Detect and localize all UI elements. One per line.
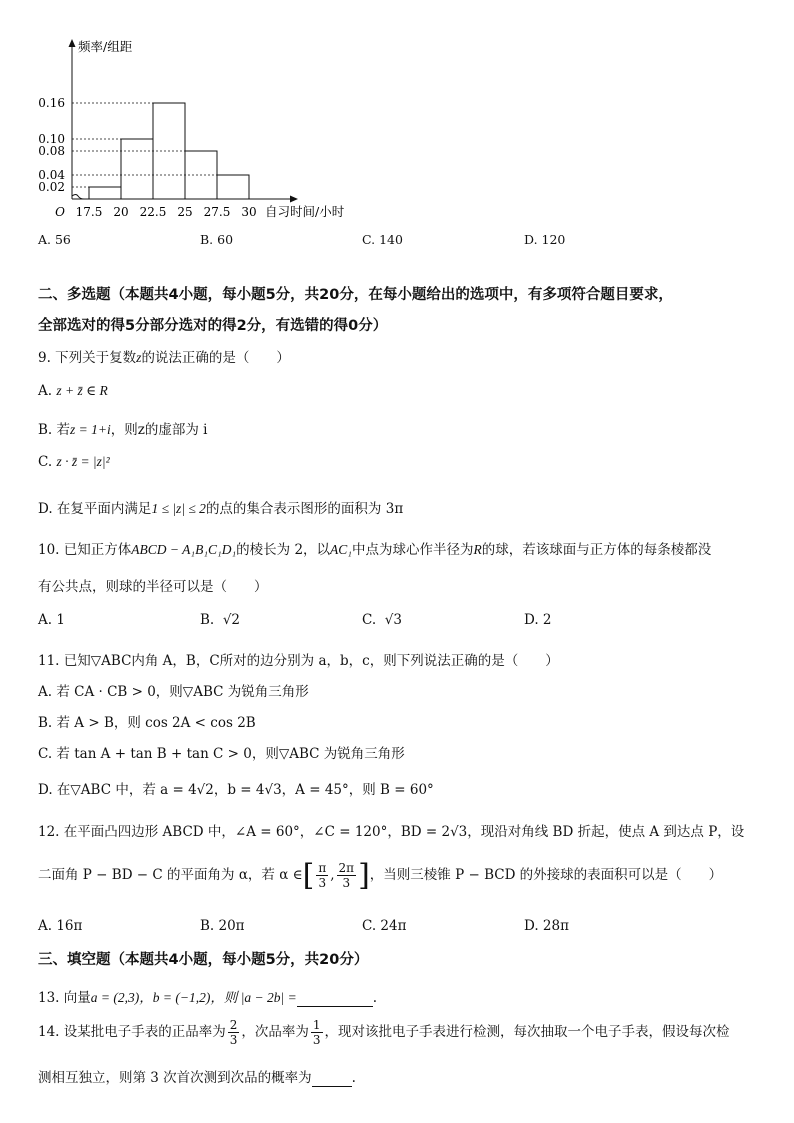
q8-option-c: C. 140 (362, 232, 403, 247)
q9-c-math: z · z̄ = |z|² (56, 454, 110, 469)
q10-option-d: D. 2 (524, 612, 552, 628)
q12-option-a: A. 16π (38, 918, 83, 934)
q14-stem-line1 (38, 1018, 730, 1047)
q11-option-a: A. 若 CA · CB > 0，则▽ABC 为锐角三角形 (38, 684, 309, 700)
q9-option-a (38, 383, 108, 399)
q13-math: a = (2,3)，b = (−1,2)，则 |a − 2b| = (90, 990, 297, 1005)
q10-option-c (362, 612, 402, 628)
q9-d-pre: D. 在复平面内满足 (38, 501, 152, 517)
q9-option-d (38, 497, 403, 517)
q8-option-a: A. 56 (38, 232, 71, 247)
section2-title-line1: 二、多选题（本题共4小题，每小题5分，共20分，在每小题给出的选项中，有多项符合题目要求， (38, 287, 673, 303)
q13-pre: 13. 向量 (38, 990, 91, 1006)
q14-line2: 测相互独立，则第 3 次首次测到次品的概率为 (38, 1070, 312, 1086)
x-tick-label: 25 (177, 205, 193, 219)
q13-stem (38, 986, 377, 1007)
q9-a-label: A. (38, 383, 53, 399)
y-tick-label: 0.16 (38, 96, 65, 110)
q12-option-d: D. 28π (524, 918, 569, 934)
origin-label: O (55, 205, 65, 219)
q9-b-math: z = 1+i (70, 422, 111, 437)
q10-option-a: A. 1 (38, 612, 65, 628)
q13-post: . (372, 990, 378, 1006)
q12-r-num: 2π (338, 861, 355, 875)
q12-interval-left (316, 861, 328, 890)
q9-stem-post: 的说法正确的是（ ） (141, 350, 290, 366)
q12-l-den: 3 (318, 876, 327, 890)
q9-option-b (38, 418, 207, 438)
histogram-bar (217, 175, 249, 199)
q14-bad-rate (311, 1018, 323, 1047)
q9-b-post: ，则z的虚部为 i (110, 422, 208, 438)
q9-d-math: 1 ≤ |z| ≤ 2 (151, 501, 206, 516)
q10-c-math: √3 (384, 612, 402, 628)
q14-bad-num: 1 (312, 1018, 321, 1032)
q12-line2-pre: 二面角 P − BD − C 的平面角为 α，若 α ∈ (38, 867, 303, 883)
q10-stem-line2: 有公共点，则球的半径可以是（ ） (38, 579, 268, 595)
q9-c-label: C. (38, 454, 53, 470)
q12-stem-line1: 12. 在平面凸四边形 ABCD 中，∠A = 60°，∠C = 120°，BD = 2√3，现沿对角线 BD 折起，使点 A 到达点 P，设 (38, 824, 745, 840)
q8-option-b: B. 60 (200, 232, 234, 247)
q9-stem-var: z (136, 350, 142, 365)
q14-post: ，现对该批电子手表进行检测，每次抽取一个电子手表，假设每次检 (324, 1024, 730, 1040)
q14-mid: ，次品率为 (241, 1024, 309, 1040)
q12-interval-right (337, 861, 357, 890)
q14-answer-blank[interactable] (312, 1070, 352, 1087)
y-tick-label: 0.04 (38, 168, 65, 182)
q9-a-math: z + z̄ ∈ R (56, 383, 108, 398)
x-tick-label: 17.5 (75, 205, 103, 219)
q14-good-num: 2 (229, 1018, 238, 1032)
x-tick-label: 30 (241, 205, 257, 219)
q10-b-label: B. (200, 612, 215, 628)
q10-c-label: C. (362, 612, 377, 628)
y-tick-label: 0.08 (38, 144, 65, 158)
x-axis-title: 自习时间/小时 (265, 204, 345, 219)
q14-pre: 14. 设某批电子手表的正品率为 (38, 1024, 226, 1040)
q9-stem (38, 346, 290, 366)
section2-title-line2: 全部选对的得5分部分选对的得2分，有选错的得0分） (38, 318, 388, 334)
x-tick-label: 20 (113, 205, 129, 219)
histogram-bar (121, 139, 153, 199)
q12-l-num: π (318, 861, 327, 875)
q9-d-post: 的点的集合表示图形的面积为 3π (205, 501, 404, 517)
q14-bad-den: 3 (312, 1033, 321, 1047)
q10-b-math: √2 (222, 612, 241, 628)
q10-post: 的球，若该球面与正方体的每条棱都没 (481, 542, 712, 558)
histogram-chart (30, 30, 390, 230)
q11-stem: 11. 已知▽ABC内角 A，B，C所对的边分别为 a，b，c，则下列说法正确的是（ ） (38, 653, 559, 669)
q14-good-rate (228, 1018, 240, 1047)
q12-stem-line2: 二面角 P − BD − C 的平面角为 α，若 α ∈[ $\frac{\pi}{3}$ , $\frac{2\pi}{3}$ ]，当则三棱锥 P − BCD 的外接球的表面积可以是（ ） (38, 858, 723, 893)
q10-pre: 10. 已知正方体 (38, 542, 132, 558)
q11-option-b: B. 若 A > B，则 cos 2A < cos 2B (38, 715, 256, 731)
q14-line2-end: . (351, 1070, 356, 1086)
q9-b-pre: B. 若 (38, 422, 71, 438)
axis-break-mark (72, 195, 84, 200)
q12-r-den: 3 (342, 876, 351, 890)
y-axis-title: 频率/组距 (78, 39, 133, 54)
q9-stem-pre: 9. 下列关于复数 (38, 350, 137, 366)
q8-option-d: D. 120 (524, 232, 566, 247)
y-tick-label: 0.02 (38, 180, 65, 194)
q10-cube: ABCD − A₁B₁C₁D₁ (131, 542, 237, 557)
q13-answer-blank[interactable] (297, 990, 373, 1007)
histogram-bar (89, 187, 121, 199)
q12-option-c: C. 24π (362, 918, 407, 934)
q10-stem-line1 (38, 538, 711, 558)
x-tick-label: 22.5 (139, 205, 167, 219)
q10-mid: 的棱长为 2，以 (236, 542, 331, 558)
x-tick-label: 27.5 (203, 205, 231, 219)
q12-line2-post: ，当则三棱锥 P − BCD 的外接球的表面积可以是（ ） (369, 867, 723, 883)
y-axis-arrow (69, 39, 76, 47)
y-tick-label: 0.10 (38, 132, 65, 146)
q10-option-b (200, 612, 240, 628)
q10-r: R (473, 542, 482, 557)
q14-stem-line2 (38, 1066, 356, 1087)
section3-title: 三、填空题（本题共4小题，每小题5分，共20分） (38, 952, 369, 968)
q10-ac1: AC₁ (330, 542, 352, 557)
x-axis-arrow (290, 196, 298, 203)
q10-mid2: 中点为球心作半径为 (352, 542, 474, 558)
q11-option-d: D. 在▽ABC 中，若 a = 4√2，b = 4√3，A = 45°，则 B = 60° (38, 782, 434, 798)
q14-good-den: 3 (229, 1033, 238, 1047)
q11-option-c: C. 若 tan A + tan B + tan C > 0，则▽ABC 为锐角三角形 (38, 746, 405, 762)
q9-option-c (38, 454, 110, 470)
q12-option-b: B. 20π (200, 918, 245, 934)
